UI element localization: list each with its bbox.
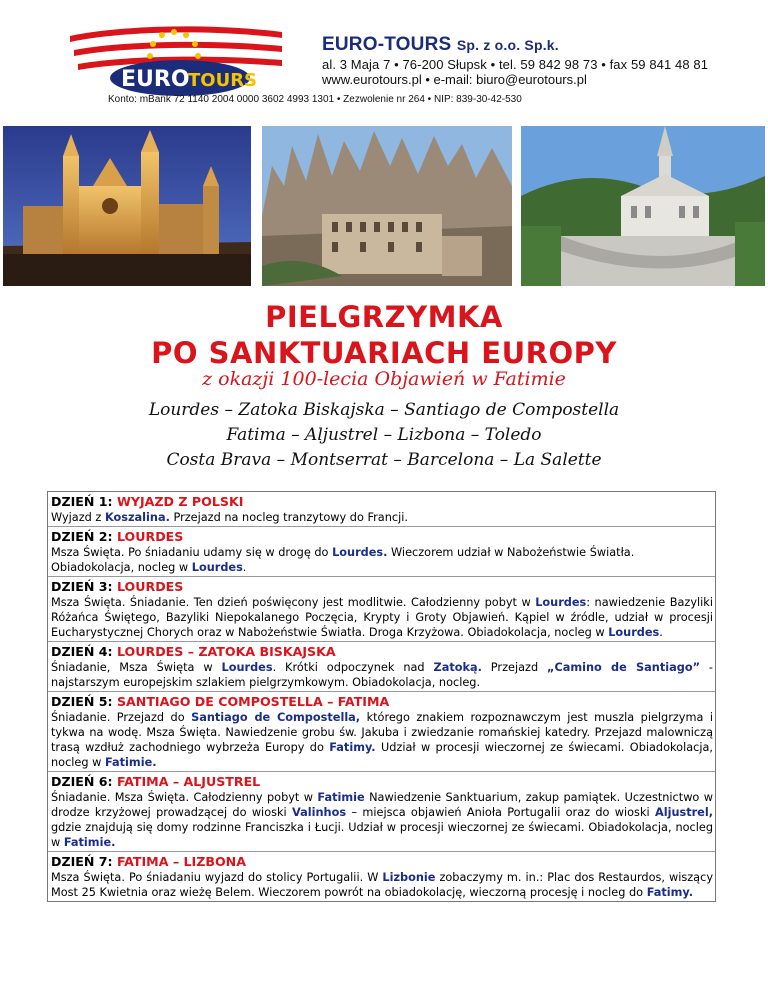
place-name: Zatoką.	[433, 661, 482, 674]
company-address: al. 3 Maja 7 • 76-200 Słupsk • tel. 59 842 98 73 • fax 59 841 48 81	[322, 57, 709, 72]
day-description	[51, 660, 713, 690]
place-name: Santiago de Compostella,	[191, 711, 361, 724]
route-line-1: Lourdes – Zatoka Biskajska – Santiago de Compostella	[148, 400, 620, 420]
place-name: Fatimy.	[329, 741, 376, 754]
description-text: Msza Święta. Po śniadaniu wyjazd do stolicy Portugalii. W	[51, 871, 383, 884]
day-block	[48, 692, 715, 772]
company-name-text: EURO-TOURS	[322, 34, 452, 55]
day-block	[48, 642, 715, 692]
place-name: Lourdes	[535, 596, 587, 609]
main-title-line1: PIELGRZYMKA	[265, 300, 503, 334]
day-heading	[51, 578, 713, 595]
description-text: Msza Święta. Po śniadaniu udamy się w drogę do	[51, 546, 333, 559]
day-label: DZIEŃ 3:	[51, 579, 117, 594]
description-text: .	[659, 626, 663, 639]
day-label: DZIEŃ 6:	[51, 774, 117, 789]
photo-santiago-cathedral	[3, 126, 251, 286]
main-title-line2: PO SANKTUARIACH EUROPY	[151, 336, 617, 370]
description-text: Msza Święta. Śniadanie. Ten dzień poświęcony jest modlitwie. Całodzienny pobyt w	[51, 596, 536, 609]
day-label: DZIEŃ 1:	[51, 494, 117, 509]
description-text: Śniadanie. Msza Święta. Całodzienny pobyt w	[51, 791, 318, 804]
day-label: DZIEŃ 7:	[51, 854, 117, 869]
company-info	[322, 34, 708, 87]
subtitle: z okazji 100-lecia Objawień w Fatimie	[202, 368, 566, 390]
place-name: Fatimie.	[104, 756, 157, 769]
day-description	[51, 790, 713, 850]
letterhead	[0, 0, 768, 110]
day-title: FATIMA – LIZBONA	[116, 854, 246, 869]
day-block	[48, 852, 715, 901]
day-description	[51, 510, 713, 525]
photo-montserrat	[262, 126, 512, 286]
place-name: Koszalina.	[104, 511, 170, 524]
description-text: – miejsca objawień Anioła Portugalii oraz do wioski	[346, 806, 655, 819]
day-heading	[51, 853, 713, 870]
description-text: którego znakiem rozpoznawczym jest muszla pielgrzyma i tykwa na wodę. Msza Święta. Nawiedzenie grobu św. Jakuba i zwiedzanie romańskiej katedry. Przejazd malowniczą trasą wzdłuż zachodniego wybrzeża Europy do	[51, 711, 714, 754]
description-text: zobaczymy m. in.: Plac dos Restaurdos, wiszący Most 25 Kwietnia oraz wieżę Belem. Wieczorem powrót na obiadokolację, wieczorną procesję i nocleg do	[51, 871, 714, 899]
day-title: LOURDES	[116, 579, 184, 594]
day-description	[51, 710, 713, 770]
place-name: Aljustrel,	[654, 806, 714, 819]
description-text: Przejazd	[481, 661, 548, 674]
day-block	[48, 772, 715, 852]
place-name: Lourdes	[191, 561, 243, 574]
day-heading	[51, 773, 713, 790]
place-name: Fatimie.	[63, 836, 116, 849]
place-name: Valinhos	[292, 806, 347, 819]
day-heading	[51, 493, 713, 510]
place-name: Fatimie	[317, 791, 365, 804]
description-text: - najstarszym europejskim szlakiem pielgrzymkowym. Obiadokolacja, nocleg.	[51, 661, 713, 689]
photo-strip	[3, 126, 765, 286]
description-text: Śniadanie, Msza Święta w	[51, 661, 222, 674]
itinerary-table	[47, 491, 716, 902]
day-title: LOURDES – ZATOKA BISKAJSKA	[116, 644, 336, 659]
day-description	[51, 595, 713, 640]
day-title: LOURDES	[116, 529, 184, 544]
description-text: Wyjazd z	[51, 511, 105, 524]
place-name: Lourdes	[608, 626, 660, 639]
day-block	[48, 492, 715, 527]
description-text: . Krótki odpoczynek nad	[272, 661, 434, 674]
day-block	[48, 577, 715, 642]
day-description	[51, 545, 713, 575]
day-description	[51, 870, 713, 900]
description-text: Udział w procesji wieczornej ze świecami. Obiadokolacja, nocleg w	[51, 741, 713, 769]
day-label: DZIEŃ 4:	[51, 644, 117, 659]
day-title: SANTIAGO DE COMPOSTELLA – FATIMA	[116, 694, 390, 709]
day-label: DZIEŃ 2:	[51, 529, 117, 544]
description-text: Wieczorem udział w Nabożeństwie Światła. Obiadokolacja, nocleg w	[51, 546, 635, 574]
day-block	[48, 527, 715, 577]
route-line-3: Costa Brava – Montserrat – Barcelona – La Salette	[166, 450, 602, 470]
description-text: gdzie znajdują się domy rodzinne Franciszka i Łucji. Udział w procesji wieczornej ze świecami. Obiadokolacja, nocleg w	[51, 821, 713, 849]
description-text: : nawiedzenie Bazyliki Różańca Świętego, Bazyliki Niepokalanego Poczęcia, Krypty i Groty Objawień. Kąpiel w źródle, udział w procesji Eucharystycznej Chorych oraz w Nabożeństwie Światła. Droga Krzyżowa. Obiadokolacja, nocleg w	[51, 596, 713, 639]
day-title: WYJAZD Z POLSKI	[116, 494, 244, 509]
day-heading	[51, 693, 713, 710]
description-text: Nawiedzenie Sanktuarium, zakup pamiątek. Uczestnictwo w drodze krzyżowej prowadzącej do wioski	[51, 791, 713, 819]
description-text: Śniadanie. Przejazd do	[51, 711, 192, 724]
company-web: www.eurotours.pl • e-mail: biuro@eurotours.pl	[322, 72, 587, 87]
bank-info: Konto: mBank 72 1140 2004 0000 3602 4993 1301 • Zezwolenie nr 264 • NIP: 839-30-42-530	[108, 94, 522, 105]
logo-euro-text: EURO	[121, 67, 190, 92]
description-text: .	[242, 561, 247, 574]
place-name: „Camino de Santiago”	[547, 661, 701, 674]
euro-tours-logo	[68, 22, 286, 102]
place-name: Lourdes.	[332, 546, 388, 559]
photo-lourdes-basilica	[521, 126, 765, 286]
place-name: Lizbonie	[382, 871, 436, 884]
logo-tours-text: TOURS	[188, 70, 258, 91]
place-name: Lourdes	[221, 661, 273, 674]
place-name: Fatimy.	[646, 886, 694, 899]
description-text: Przejazd na nocleg tranzytowy do Francji.	[169, 511, 408, 524]
company-suffix: Sp. z o.o. Sp.k.	[456, 37, 559, 53]
route-line-2: Fatima – Aljustrel – Lizbona – Toledo	[226, 425, 542, 445]
day-heading	[51, 528, 713, 545]
day-label: DZIEŃ 5:	[51, 694, 117, 709]
day-heading	[51, 643, 713, 660]
company-name	[322, 34, 708, 56]
day-title: FATIMA – ALJUSTREL	[116, 774, 261, 789]
